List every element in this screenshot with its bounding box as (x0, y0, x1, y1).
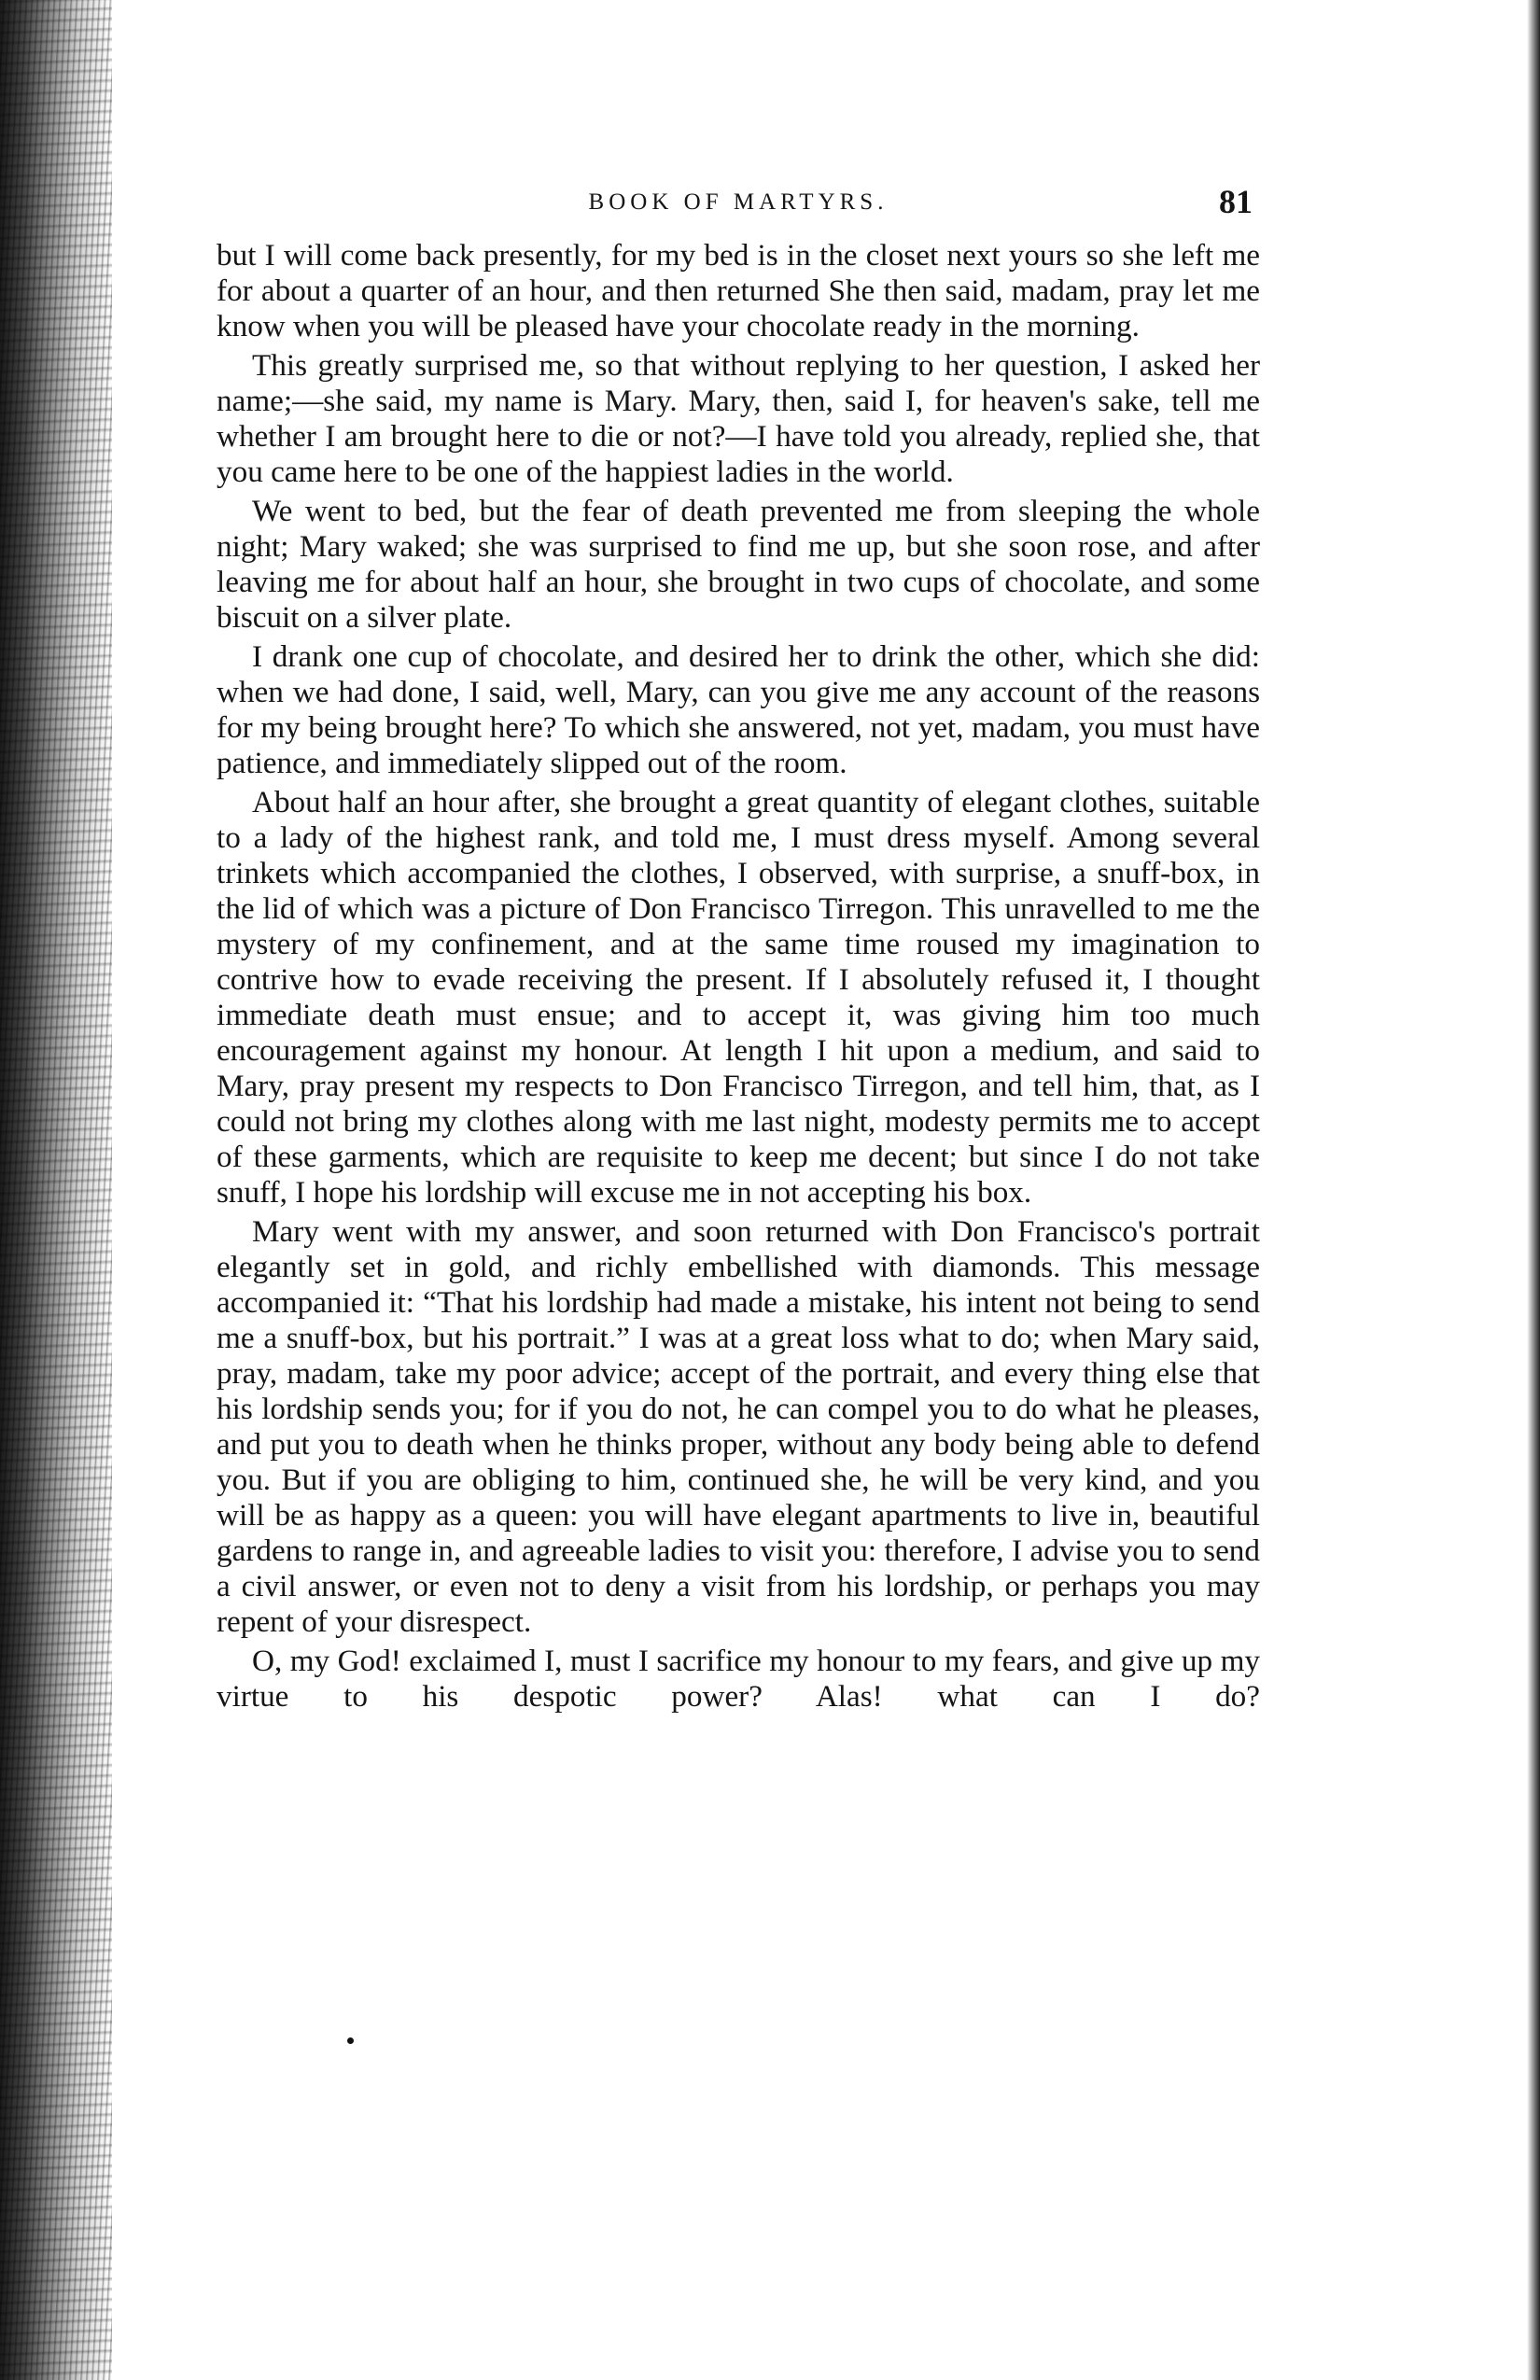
running-head (217, 182, 1260, 238)
page-binding-shadow (0, 0, 112, 2380)
body-text (217, 238, 1260, 1715)
page-number: 81 (1219, 183, 1253, 220)
paragraph: I drank one cup of chocolate, and desired her to drink the other, which she did: when we had done, I said, well, Mary, can you give me any account of the reasons for my being brought here? To which she answered, not yet, madam, you must have patience, and immediately slipped out of the room. (217, 639, 1260, 780)
running-title: BOOK OF MARTYRS. (588, 189, 889, 215)
paragraph: We went to bed, but the fear of death prevented me from sleeping the whole night; Mary waked; she was surprised to find me up, but she soon rose, and after leaving me for about half an hour, she brought in two cups of chocolate, and some biscuit on a silver plate. (217, 494, 1260, 635)
paragraph-continued: but I will come back presently, for my bed is in the closet next yours so she left me for about a quarter of an hour, and then returned She then said, madam, pray let me know when you will be pleased have your chocolate ready in the morning. (217, 238, 1260, 343)
paragraph: About half an hour after, she brought a great quantity of elegant clothes, suitable to a lady of the highest rank, and told me, I must dress myself. Among several trinkets which accompanied the clothes, I observed, with surprise, a snuff-box, in the lid of which was a picture of Don Francisco Tirregon. This unravelled to me the mystery of my confinement, and at the same time roused my imagination to contrive how to evade receiving the present. If I absolutely refused it, I thought immediate death must ensue; and to accept it, was giving him too much encouragement against my honour. At length I hit upon a medium, and said to Mary, pray present my respects to Don Francisco Tirregon, and tell him, that, as I could not bring my clothes along with me last night, modesty permits me to accept of these garments, which are requisite to keep me decent; but since I do not take snuff, I hope his lordship will excuse me in not accepting his box. (217, 785, 1260, 1210)
paragraph: O, my God! exclaimed I, must I sacrifice my honour to my fears, and give up my virtue to his despotic power? Alas! what can I do? (217, 1644, 1260, 1714)
book-page (217, 182, 1260, 1715)
paragraph: This greatly surprised me, so that without replying to her question, I asked her name;—she said, my name is Mary. Mary, then, said I, for heaven's sake, tell me whether I am brought here to die or not?—I have told you already, replied she, that you came here to be one of the happiest ladies in the world. (217, 348, 1260, 489)
paragraph: Mary went with my answer, and soon returned with Don Francisco's portrait elegantly set in gold, and richly embellished with diamonds. This message accompanied it: “That his lordship had made a mistake, his intent not being to send me a snuff-box, but his portrait.” I was at a great loss what to do; when Mary said, pray, madam, take my poor advice; accept of the portrait, and every thing else that his lordship sends you; for if you do not, he can compel you to do what he pleases, and put you to death when he thinks proper, without any body being able to defend you. But if you are obliging to him, continued she, he will be very kind, and you will be as happy as a queen: you will have elegant apartments to live in, beautiful gardens to range in, and agreeable ladies to visit you: therefore, I advise you to send a civil answer, or even not to deny a visit from his lordship, or perhaps you may repent of your disrespect. (217, 1214, 1260, 1639)
page-edge-shadow (1527, 0, 1540, 2380)
ink-spot (347, 2037, 354, 2044)
